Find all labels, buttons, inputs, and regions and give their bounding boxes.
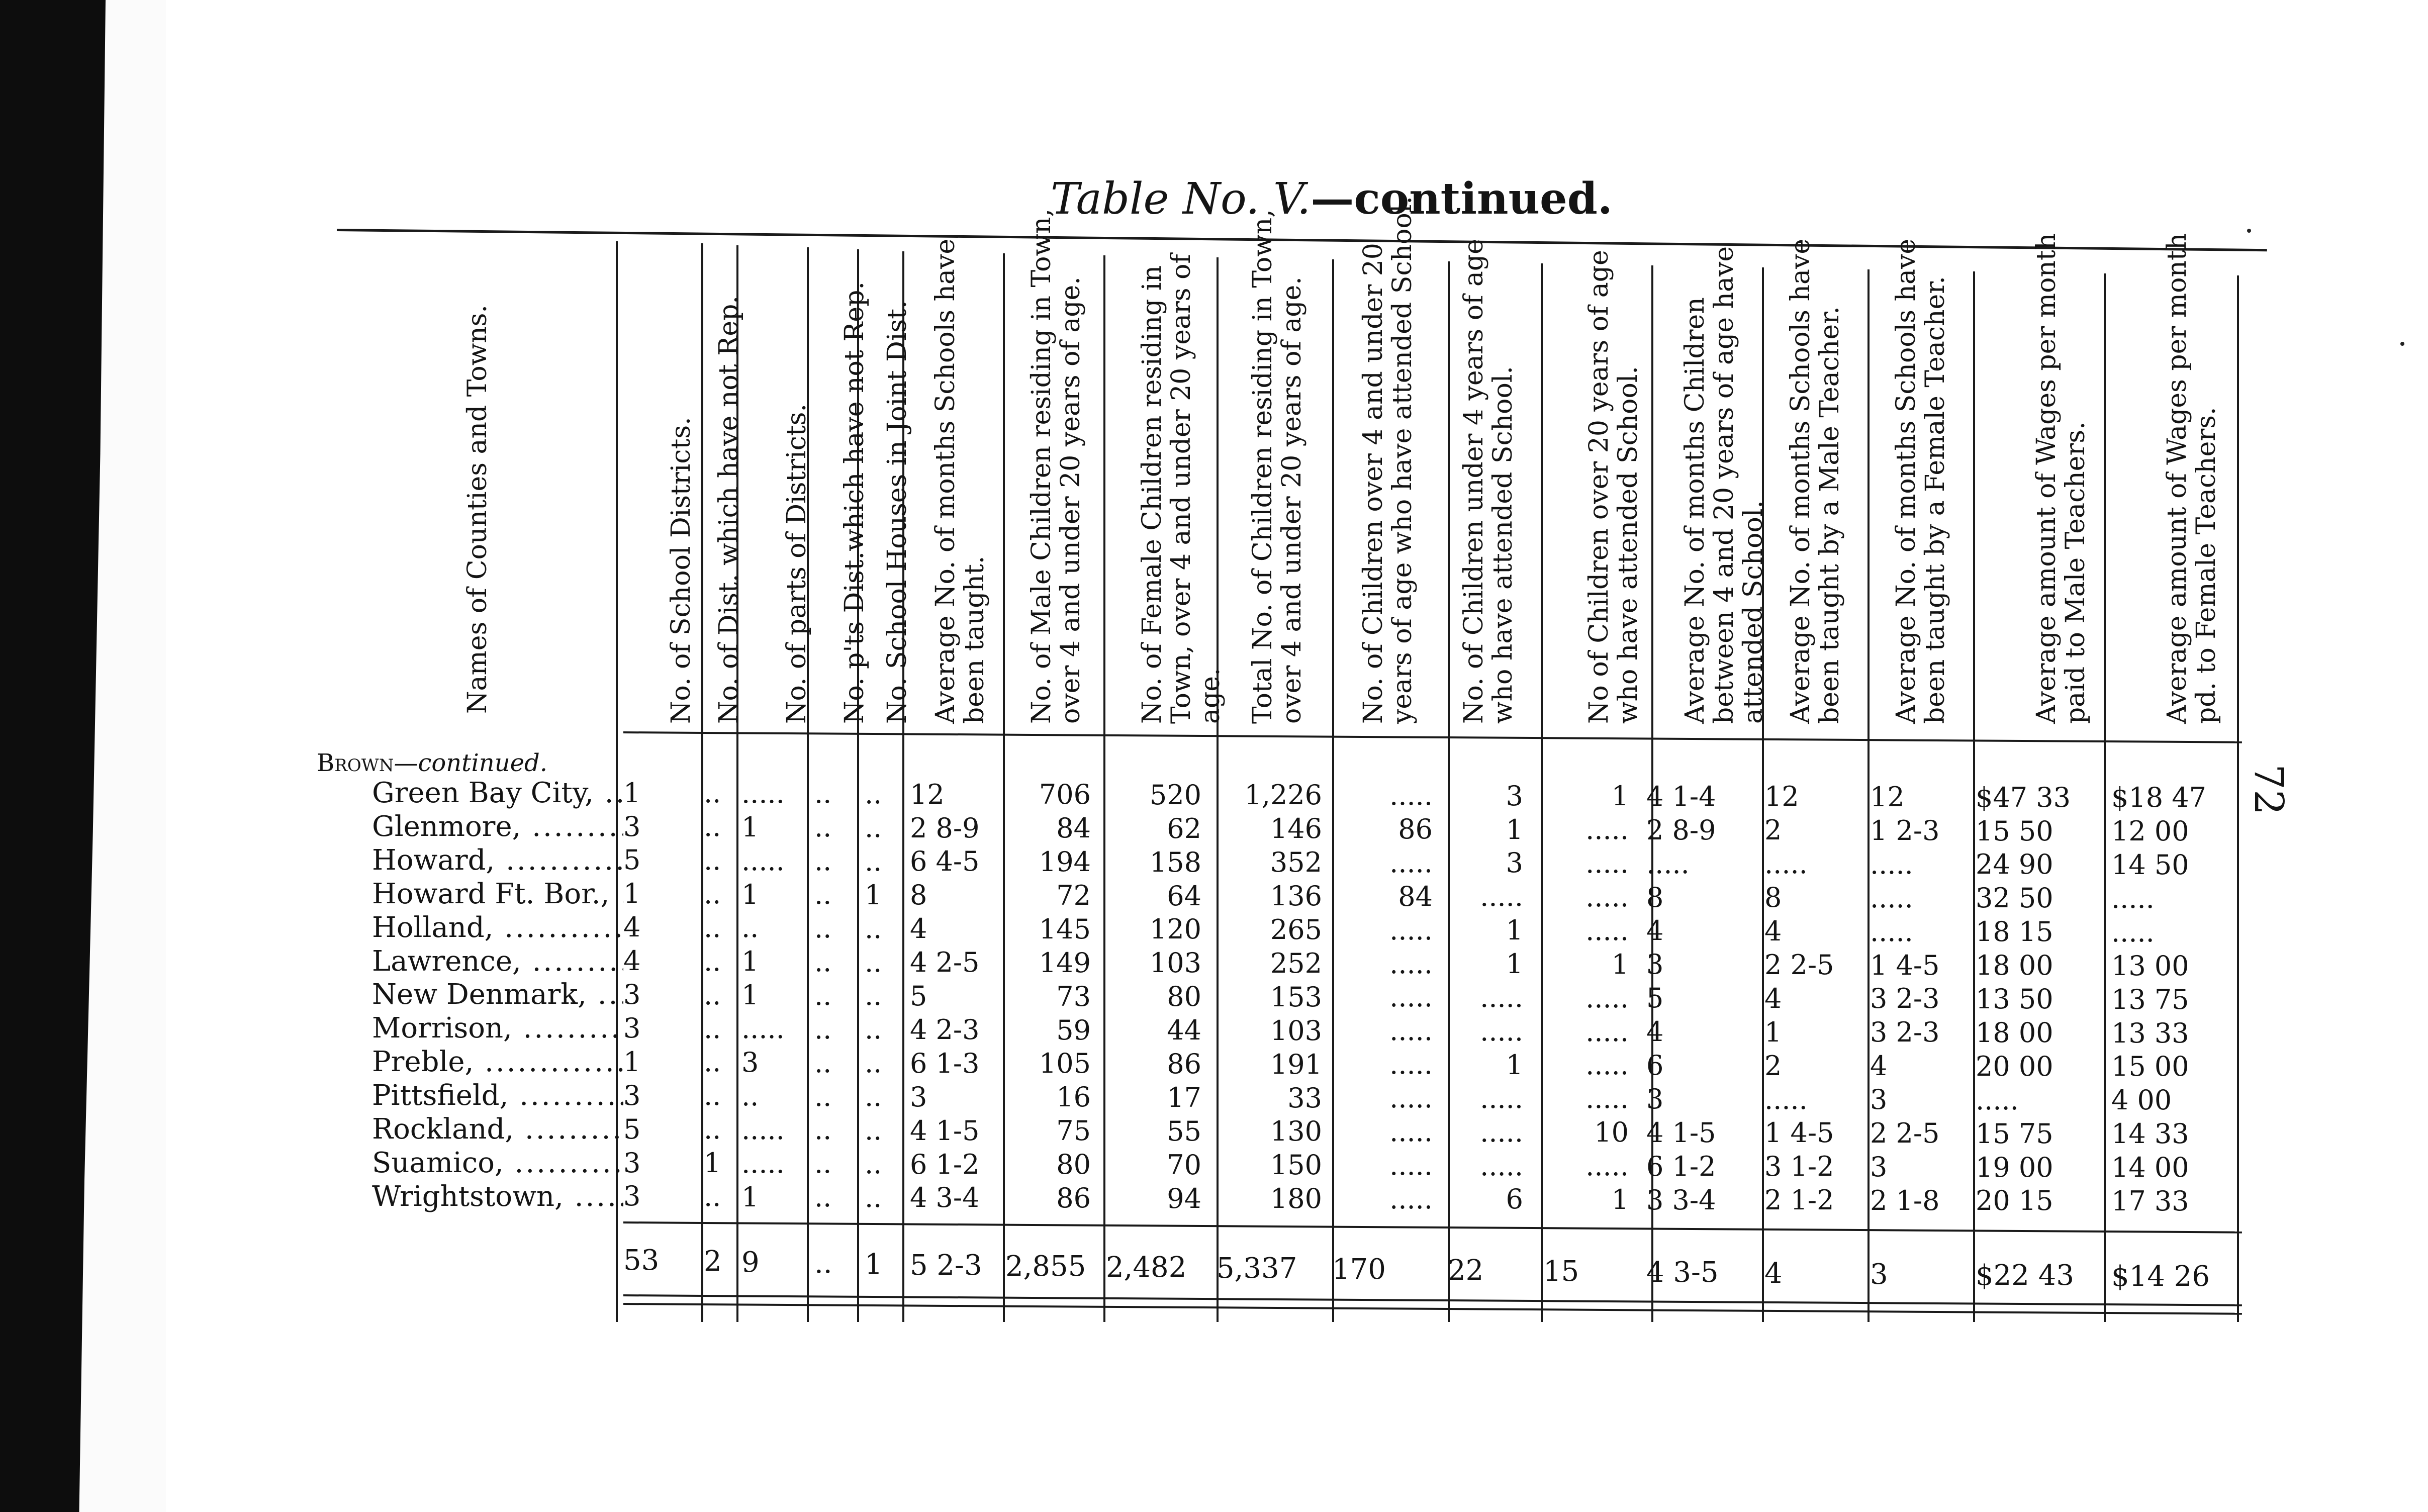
header-county-town: Names of Counties and Towns. bbox=[462, 305, 493, 714]
table-cell: 4 2-5 bbox=[910, 947, 980, 979]
column-header: No. of Children under 4 years of age who have attended School. bbox=[1459, 239, 1518, 724]
table-cell: .. bbox=[865, 778, 882, 810]
table-cell: 3 bbox=[1870, 1151, 1888, 1183]
column-header: Total No. of Children residing in Town, over 4 and under 20 years of age. bbox=[1248, 209, 1307, 724]
town-name: Rockland, ..... bbox=[372, 1113, 623, 1146]
table-cell: ..... bbox=[1870, 915, 1913, 948]
table-cell: .. bbox=[704, 1113, 721, 1146]
column-separator bbox=[1867, 269, 1870, 1322]
table-cell: 103 bbox=[1270, 1014, 1322, 1047]
column-header: No. of parts of Districts. bbox=[782, 404, 812, 724]
total-cell: 9 bbox=[741, 1246, 760, 1279]
town-name: Green Bay City, ..... bbox=[372, 777, 623, 809]
table-cell: 4 bbox=[1870, 1050, 1888, 1082]
table-cell: 5 bbox=[623, 844, 641, 876]
table-cell: 5 bbox=[623, 1113, 641, 1145]
table-cell: ..... bbox=[2111, 916, 2155, 948]
table-cell: 59 bbox=[1056, 1014, 1091, 1046]
table-cell: .. bbox=[865, 811, 882, 843]
table-cell: ..... bbox=[1646, 847, 1690, 880]
table-cell: ..... bbox=[1976, 1084, 2019, 1116]
table-cell: 352 bbox=[1270, 846, 1322, 879]
table-cell: 520 bbox=[1149, 779, 1201, 811]
column-separator bbox=[1973, 271, 1975, 1322]
table-cell: .. bbox=[865, 845, 882, 877]
column-header: No. of Female Children residing in Town, over 4 and under 20 years of age. bbox=[1137, 254, 1226, 724]
table-cell: ..... bbox=[1585, 1015, 1629, 1048]
table-cell: .. bbox=[865, 1148, 882, 1180]
table-cell: ..... bbox=[1585, 1049, 1629, 1081]
page-number: 72 bbox=[2246, 764, 2292, 815]
table-cell: 252 bbox=[1270, 947, 1322, 979]
table-cell: ..... bbox=[1389, 1183, 1433, 1215]
column-header: Average No. of months Schools have been taught by a Male Teacher. bbox=[1786, 238, 1845, 724]
column-header: No. School Houses in Joint Dist. bbox=[882, 300, 912, 724]
table-cell: 14 00 bbox=[2111, 1152, 2189, 1184]
table-cell: 4 bbox=[623, 945, 641, 977]
table-cell: ..... bbox=[1585, 881, 1629, 913]
total-cell: 170 bbox=[1332, 1253, 1386, 1286]
table-cell: ..... bbox=[1389, 1015, 1433, 1047]
table-cell: 3 bbox=[1506, 780, 1523, 812]
total-cell: 5,337 bbox=[1217, 1252, 1297, 1285]
table-cell: ..... bbox=[741, 1013, 785, 1045]
table-cell: 18 00 bbox=[1976, 1016, 2053, 1049]
table-cell: 16 bbox=[1056, 1081, 1091, 1113]
table-cell: 12 bbox=[1764, 781, 1799, 813]
table-cell: 15 50 bbox=[1976, 815, 2053, 847]
table-cell: ..... bbox=[741, 777, 785, 809]
table-cell: 19 00 bbox=[1976, 1151, 2053, 1183]
table-cell: 105 bbox=[1039, 1048, 1091, 1080]
table-cell: 20 00 bbox=[1976, 1050, 2053, 1082]
table-cell: .. bbox=[814, 845, 832, 877]
table-cell: 12 bbox=[1870, 781, 1905, 813]
table-cell: 3 bbox=[1506, 847, 1523, 879]
table-cell: 191 bbox=[1270, 1048, 1322, 1080]
table-cell: 6 1-2 bbox=[910, 1148, 980, 1180]
table-cell: 3 bbox=[623, 810, 641, 842]
table-cell: 86 bbox=[1167, 1048, 1201, 1080]
table-cell: ..... bbox=[1480, 982, 1523, 1013]
total-cell: 3 bbox=[1870, 1258, 1888, 1291]
table-cell: 146 bbox=[1270, 813, 1322, 845]
table-cell: .. bbox=[704, 811, 721, 843]
table-cell: .. bbox=[704, 1181, 721, 1212]
column-separator bbox=[2104, 273, 2106, 1322]
table-cell: 1 bbox=[704, 1147, 721, 1179]
table-cell: 3 bbox=[910, 1081, 927, 1113]
table-cell: 265 bbox=[1270, 914, 1322, 946]
table-cell: ..... bbox=[1764, 1083, 1808, 1115]
table-cell: 2 8-9 bbox=[1646, 814, 1716, 846]
total-cell: 15 bbox=[1543, 1255, 1579, 1288]
table-cell: 1 bbox=[741, 1181, 759, 1213]
table-cell: 4 bbox=[910, 913, 927, 945]
column-header: Average No. of months Schools have been taught. bbox=[930, 238, 990, 724]
table-cell: 1 bbox=[741, 946, 759, 978]
table-cell: .. bbox=[704, 979, 721, 1011]
table-cell: .. bbox=[865, 1181, 882, 1213]
table-cell: 55 bbox=[1167, 1115, 1201, 1147]
table-cell: .. bbox=[865, 946, 882, 978]
table-cell: 3 bbox=[623, 1012, 641, 1044]
table-cell: 1 bbox=[865, 879, 882, 911]
table-cell: ..... bbox=[1480, 1082, 1523, 1114]
table-cell: 4 1-4 bbox=[1646, 780, 1716, 812]
column-separator bbox=[2237, 275, 2239, 1322]
table-cell: .. bbox=[704, 911, 721, 943]
table-cell: 145 bbox=[1039, 913, 1091, 945]
table-cell: 3 bbox=[741, 1047, 759, 1078]
table-cell: ..... bbox=[1389, 948, 1433, 980]
table-cell: ..... bbox=[1585, 1150, 1629, 1182]
table-cell: 44 bbox=[1167, 1014, 1201, 1047]
table-cell: 3 1-2 bbox=[1764, 1151, 1834, 1183]
table-cell: .. bbox=[814, 912, 832, 944]
column-header: No of Children over 20 years of age who have attended School. bbox=[1584, 250, 1643, 724]
table-cell: 4 bbox=[1646, 915, 1664, 947]
table-cell: 1 bbox=[623, 777, 641, 809]
table-cell: 136 bbox=[1270, 880, 1322, 912]
county-label bbox=[317, 749, 547, 777]
table-cell: ..... bbox=[1389, 914, 1433, 946]
table-cell: 14 33 bbox=[2111, 1118, 2189, 1150]
table-cell: ..... bbox=[1585, 914, 1629, 947]
column-header: No. of Dist. which have not Rep. bbox=[714, 296, 744, 724]
table-cell: 13 00 bbox=[2111, 950, 2189, 982]
total-cell: 22 bbox=[1448, 1254, 1484, 1287]
table-cell: 3 3-4 bbox=[1646, 1184, 1716, 1216]
table-cell: 84 bbox=[1056, 812, 1091, 844]
table-cell: 1 4-5 bbox=[1764, 1117, 1834, 1149]
table-cell: 3 bbox=[1646, 949, 1664, 981]
table-cell: 24 90 bbox=[1976, 848, 2053, 881]
table-cell: 13 33 bbox=[2111, 1017, 2189, 1049]
table-cell: .. bbox=[865, 1047, 882, 1079]
total-cell: 5 2-3 bbox=[910, 1249, 982, 1282]
table-cell: 62 bbox=[1167, 812, 1201, 844]
table-cell: 4 3-4 bbox=[910, 1182, 980, 1214]
table-cell: 10 bbox=[1594, 1116, 1629, 1149]
column-separator bbox=[1103, 255, 1105, 1322]
table-cell: 1 bbox=[623, 878, 641, 910]
table-cell: 1 bbox=[1506, 914, 1523, 947]
town-name: New Denmark, ..... bbox=[372, 978, 623, 1011]
total-cell: 2,855 bbox=[1005, 1250, 1086, 1283]
table-cell: 130 bbox=[1270, 1115, 1322, 1148]
total-cell: 53 bbox=[623, 1244, 660, 1277]
table-cell: 153 bbox=[1270, 981, 1322, 1013]
table-cell: .. bbox=[704, 878, 721, 910]
table-cell: 13 75 bbox=[2111, 983, 2189, 1015]
table-cell: 1 bbox=[1611, 780, 1629, 812]
town-name: Pittsfield, ..... bbox=[372, 1079, 623, 1112]
table-cell: ..... bbox=[1389, 1149, 1433, 1181]
table-cell: .. bbox=[814, 1148, 832, 1180]
table-cell: 94 bbox=[1167, 1182, 1201, 1214]
table-cell: 1 bbox=[1764, 1016, 1782, 1048]
table-cell: 158 bbox=[1149, 846, 1201, 878]
table-cell: ..... bbox=[1389, 846, 1433, 879]
table-cell: ..... bbox=[741, 1147, 785, 1179]
table-cell: 194 bbox=[1039, 846, 1091, 878]
table-cell: 1,226 bbox=[1244, 779, 1322, 811]
table-cell: ..... bbox=[1870, 882, 1913, 914]
table-cell: 1 bbox=[1506, 1049, 1523, 1081]
table-cell: 5 bbox=[1646, 982, 1664, 1014]
table-cell: 4 2-3 bbox=[910, 1013, 980, 1046]
table-cell: $47 33 bbox=[1976, 781, 2071, 813]
table-cell: .. bbox=[865, 1114, 882, 1146]
table-cell: ..... bbox=[1389, 981, 1433, 1013]
column-separator bbox=[1003, 253, 1005, 1322]
table-cell: ..... bbox=[741, 844, 785, 877]
table-cell: 6 bbox=[1646, 1050, 1664, 1081]
table-cell: 3 2-3 bbox=[1870, 983, 1940, 1015]
table-cell: .. bbox=[741, 912, 759, 944]
table-cell: 2 2-5 bbox=[1764, 949, 1834, 981]
table-cell: 3 bbox=[623, 1180, 641, 1212]
ink-speck bbox=[2247, 229, 2251, 233]
table-cell: 64 bbox=[1167, 880, 1201, 912]
table-cell: 4 00 bbox=[2111, 1084, 2172, 1116]
table-cell: 72 bbox=[1056, 879, 1091, 911]
table-cell: 4 bbox=[1764, 915, 1782, 947]
table-cell: ..... bbox=[1585, 814, 1629, 846]
table-cell: .. bbox=[704, 1080, 721, 1112]
table-cell: 1 bbox=[741, 811, 759, 843]
table-cell: 13 50 bbox=[1976, 983, 2053, 1015]
table-cell: 1 bbox=[623, 1046, 641, 1078]
table-cell: 1 bbox=[741, 979, 759, 1011]
table-cell: ..... bbox=[1585, 1083, 1629, 1115]
town-name: Preble, ..... bbox=[372, 1046, 623, 1078]
table-cell: 180 bbox=[1270, 1183, 1322, 1215]
table-cell: 6 1-2 bbox=[1646, 1150, 1716, 1182]
table-cell: 6 bbox=[1506, 1183, 1523, 1215]
county-name: Brown bbox=[317, 749, 394, 777]
column-header: No. p'ts Dist.which have not Rep. bbox=[839, 281, 870, 724]
column-header: Average No. of months Children between 4 and 20 years of age have attended School. bbox=[1680, 246, 1768, 724]
table-cell: .. bbox=[741, 1080, 759, 1112]
table-cell: 86 bbox=[1398, 813, 1433, 845]
table-cell: 3 2-3 bbox=[1870, 1016, 1940, 1049]
table-cell: ..... bbox=[1585, 847, 1629, 879]
table-cell: .. bbox=[814, 946, 832, 978]
table-cell: 3 bbox=[623, 979, 641, 1010]
table-cell: 4 bbox=[1764, 982, 1782, 1014]
table-title-continued: —continued. bbox=[1311, 173, 1613, 224]
table-cell: 8 bbox=[1764, 882, 1782, 914]
town-name: Glenmore, ..... bbox=[372, 810, 623, 843]
table-cell: 103 bbox=[1149, 947, 1201, 979]
table-cell: 70 bbox=[1167, 1149, 1201, 1181]
table-cell: 1 bbox=[1506, 948, 1523, 980]
table-cell: 15 00 bbox=[2111, 1051, 2189, 1083]
table-cell: 18 15 bbox=[1976, 916, 2053, 948]
table-cell: 17 33 bbox=[2111, 1185, 2189, 1217]
header-bottom-rule bbox=[623, 731, 2242, 743]
table-cell: 8 bbox=[910, 879, 927, 911]
table-cell: 33 bbox=[1287, 1082, 1322, 1114]
total-cell: 4 bbox=[1764, 1257, 1783, 1290]
table-cell: 149 bbox=[1039, 947, 1091, 979]
table-cell: 73 bbox=[1056, 980, 1091, 1012]
column-header: Average amount of Wages per month pd. to Female Teachers. bbox=[2162, 233, 2221, 724]
table-cell: 6 1-3 bbox=[910, 1047, 980, 1079]
column-header: No. of School Districts. bbox=[666, 417, 696, 724]
total-cell: .. bbox=[814, 1247, 832, 1280]
town-name: Morrison, ..... bbox=[372, 1012, 623, 1045]
table-cell: .. bbox=[814, 811, 832, 843]
table-cell: .. bbox=[704, 777, 721, 809]
table-cell: ..... bbox=[1389, 1116, 1433, 1148]
total-cell: 2,482 bbox=[1106, 1251, 1187, 1284]
table-cell: .. bbox=[704, 1012, 721, 1045]
table-cell: 6 4-5 bbox=[910, 845, 980, 878]
table-cell: 12 bbox=[910, 778, 945, 810]
table-cell: 2 1-8 bbox=[1870, 1184, 1940, 1216]
table-cell: 20 15 bbox=[1976, 1185, 2053, 1217]
table-cell: 4 1-5 bbox=[910, 1114, 980, 1147]
table-cell: .. bbox=[704, 945, 721, 977]
table-cell: 86 bbox=[1056, 1182, 1091, 1214]
table-cell: ..... bbox=[741, 1113, 785, 1146]
table-cell: 80 bbox=[1167, 981, 1201, 1013]
table-cell: 120 bbox=[1149, 913, 1201, 946]
table-cell: .. bbox=[865, 980, 882, 1012]
table-cell: ..... bbox=[1480, 1116, 1523, 1148]
table-cell: 1 2-3 bbox=[1870, 814, 1940, 846]
town-name: Howard Ft. Bor., ..... bbox=[372, 878, 623, 910]
column-separator bbox=[701, 243, 703, 1322]
table-cell: ..... bbox=[1480, 1150, 1523, 1182]
table-cell: 4 bbox=[623, 911, 641, 943]
table-cell: 8 bbox=[1646, 881, 1664, 913]
table-cell: 2 8-9 bbox=[910, 812, 980, 844]
ink-speck bbox=[2400, 342, 2404, 346]
table-cell: ..... bbox=[1764, 848, 1808, 880]
table-title-main: Table No. V. bbox=[1051, 174, 1311, 224]
total-cell: 4 3-5 bbox=[1646, 1256, 1719, 1289]
table-cell: .. bbox=[865, 1013, 882, 1046]
table-cell: 2 bbox=[1764, 814, 1782, 846]
table-cell: 150 bbox=[1270, 1149, 1322, 1181]
town-name: Suamico, ..... bbox=[372, 1147, 623, 1179]
table-cell: 75 bbox=[1056, 1115, 1091, 1147]
table-cell: .. bbox=[814, 1013, 832, 1045]
table-cell: .. bbox=[704, 1046, 721, 1078]
table-cell: $18 47 bbox=[2111, 782, 2206, 814]
table-cell: 3 bbox=[1646, 1083, 1664, 1115]
table-cell: 14 50 bbox=[2111, 849, 2189, 881]
table-cell: ..... bbox=[1480, 881, 1523, 913]
total-cell: 2 bbox=[704, 1245, 722, 1278]
town-name: Wrightstown, ..... bbox=[372, 1180, 623, 1213]
total-cell: $14 26 bbox=[2111, 1260, 2210, 1293]
column-header: No. of Children over 4 and under 20 years of age who have attended School. bbox=[1358, 196, 1418, 724]
table-cell: 5 bbox=[910, 980, 927, 1012]
table-cell: 2 2-5 bbox=[1870, 1117, 1940, 1149]
table-cell: 84 bbox=[1398, 880, 1433, 912]
column-header: Average amount of Wages per month paid to Male Teachers. bbox=[2031, 233, 2091, 724]
table-cell: ..... bbox=[1389, 780, 1433, 811]
county-suffix: —continued. bbox=[394, 749, 548, 777]
table-cell: 3 bbox=[1870, 1084, 1888, 1116]
column-header: Average No. of months Schools have been taught by a Female Teacher. bbox=[1891, 238, 1950, 724]
table-cell: ..... bbox=[2111, 882, 2155, 914]
table-cell: 4 bbox=[1646, 1016, 1664, 1048]
table-cell: 12 00 bbox=[2111, 815, 2189, 847]
table-cell: .. bbox=[704, 844, 721, 876]
total-cell: 1 bbox=[865, 1248, 883, 1281]
table-cell: .. bbox=[865, 912, 882, 944]
table-cell: .. bbox=[865, 1081, 882, 1113]
table-cell: 1 bbox=[741, 878, 759, 910]
table-cell: ..... bbox=[1389, 1049, 1433, 1081]
town-name: Holland, ..... bbox=[372, 911, 623, 944]
table-cell: .. bbox=[814, 1181, 832, 1213]
table-cell: .. bbox=[814, 1047, 832, 1079]
table-cell: .. bbox=[814, 1080, 832, 1112]
total-cell: $22 43 bbox=[1976, 1259, 2074, 1292]
table-cell: .. bbox=[814, 1114, 832, 1146]
town-name: Lawrence, ..... bbox=[372, 945, 623, 978]
table-cell: 17 bbox=[1167, 1081, 1201, 1113]
table-cell: 1 bbox=[1611, 1184, 1629, 1215]
table-cell: 1 bbox=[1506, 813, 1523, 845]
table-cell: 1 bbox=[1611, 948, 1629, 980]
column-header: No. of Male Children residing in Town, over 4 and under 20 years of age. bbox=[1026, 209, 1086, 724]
table-cell: .. bbox=[814, 979, 832, 1011]
table-cell: 3 bbox=[623, 1147, 641, 1179]
table-cell: 706 bbox=[1039, 779, 1091, 811]
column-separator bbox=[1541, 263, 1543, 1322]
table-cell: .. bbox=[814, 879, 832, 911]
table-cell: 32 50 bbox=[1976, 882, 2053, 914]
table-cell: ..... bbox=[1389, 1082, 1433, 1114]
table-cell: .. bbox=[814, 778, 832, 810]
table-cell: 1 4-5 bbox=[1870, 949, 1940, 981]
table-cell: 4 1-5 bbox=[1646, 1116, 1716, 1149]
table-cell: 3 bbox=[623, 1079, 641, 1111]
totals-top-rule bbox=[623, 1221, 2242, 1234]
table-cell: 18 00 bbox=[1976, 950, 2053, 982]
table-cell: ..... bbox=[1585, 982, 1629, 1014]
table-cell: 2 bbox=[1764, 1050, 1782, 1082]
town-name: Howard, ..... bbox=[372, 844, 623, 877]
table-cell: 15 75 bbox=[1976, 1117, 2053, 1150]
table-cell: 80 bbox=[1056, 1149, 1091, 1181]
table-cell: 2 1-2 bbox=[1764, 1184, 1834, 1216]
table-cell: ..... bbox=[1480, 1015, 1523, 1047]
table-cell: ..... bbox=[1870, 848, 1913, 880]
